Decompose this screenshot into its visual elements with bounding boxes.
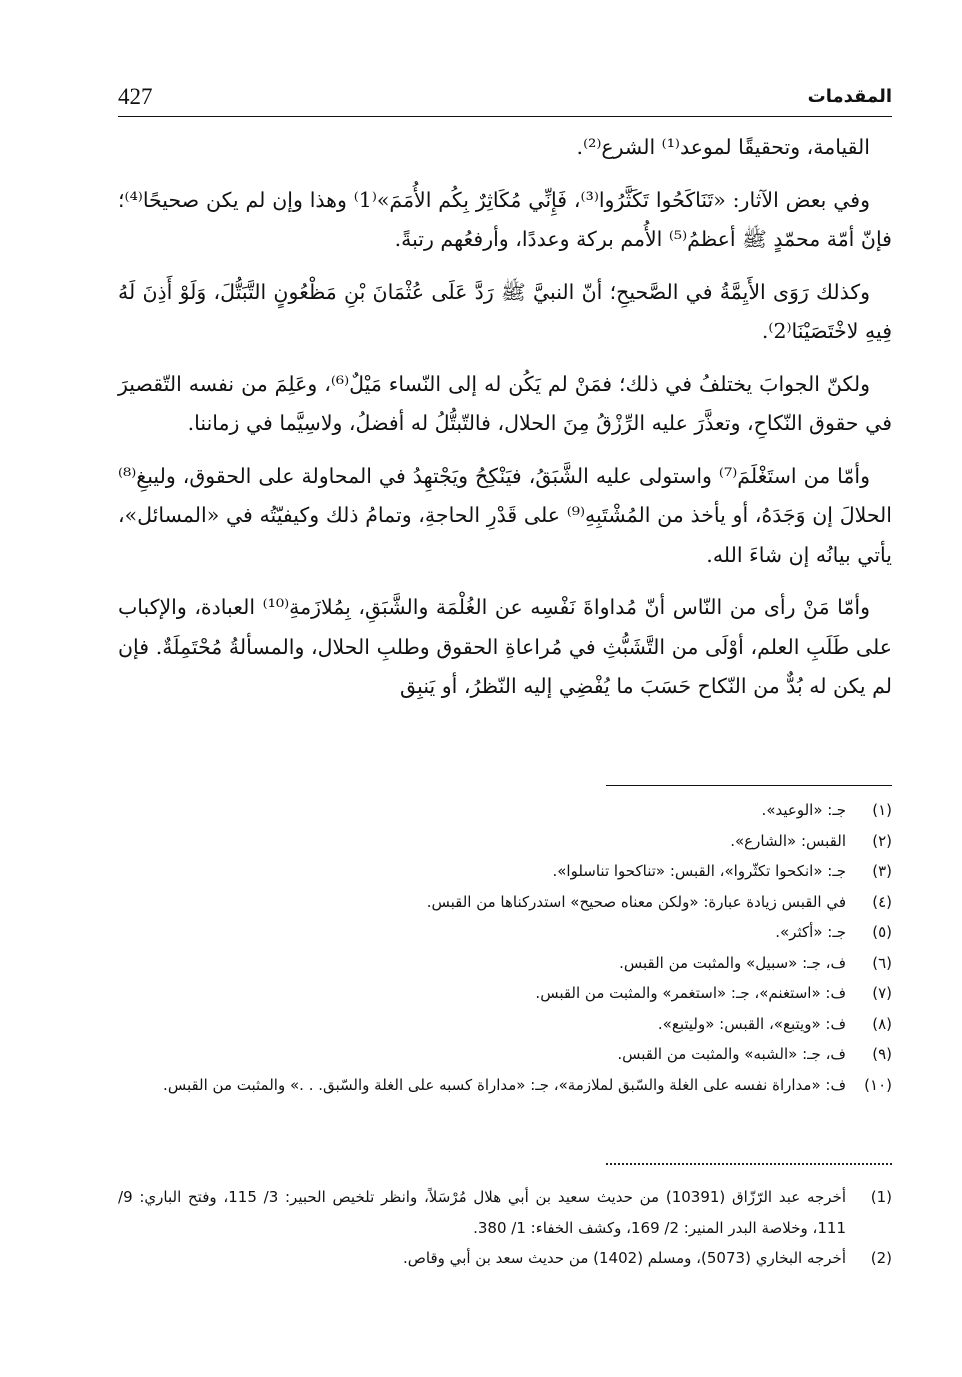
footnote-number: (٩) (872, 1045, 892, 1063)
footnote (118, 917, 892, 948)
main-text (118, 128, 892, 720)
footnote-number: (٢) (872, 831, 892, 850)
editor-note-number: (1) (870, 1188, 892, 1206)
editor-notes (118, 1182, 892, 1274)
footnote-text: ف: «ويتبع»، القبس: «وليتبع». (657, 1014, 846, 1033)
footnote (118, 948, 892, 979)
footnote-text: القبس: «الشارع». (730, 831, 846, 850)
footnote (118, 1070, 892, 1101)
editor-note (118, 1182, 892, 1243)
paragraph: وأمّا من استَغْلَمَ⁽⁷⁾ واستولى عليه الشَّبَقُ، فيَنْكِحُ ويَجْتهِدُ في المحاولة على الحقوق، وليبغِ⁽⁸⁾ الحلالَ إن وَجَدَهُ، أو يأخذ من المُشْتَبِهِ⁽⁹⁾ على قَدْرِ الحاجةِ، وتمامُ ذلك وكيفيّتُه في «المسائل»، يأتي بيانُه إن شاءَ الله. (118, 463, 893, 567)
footnote-number: (٥) (872, 923, 892, 941)
paragraph: وكذلك رَوَى الأَيِمَّةُ في الصَّحيحِ؛ أنّ النبيَّ ﷺ رَدَّ عَلَى عُثْمَانَ بْنِ مَظْعُونٍ التَّبَتُّلَ، وَلَوْ أَذِنَ لَهُ فِيهِ لاخْتَصَيْنَا⁽2⁾. (118, 279, 892, 343)
footnote-separator (606, 785, 892, 786)
footnote-number: (٧) (872, 984, 892, 1002)
footnote-number: (٨) (872, 1014, 892, 1033)
footnote-text: جـ: «انكحوا تكثّروا»، القبس: «تناكحوا تناسلوا». (552, 862, 846, 880)
page-number: 427 (118, 84, 153, 109)
footnote (118, 1009, 892, 1040)
footnote-text: جـ: «أكثر». (775, 923, 846, 941)
running-title: المقدمات (807, 86, 892, 107)
footnote-text: ف: «مداراة نفسه على الغلة والسّبق لملازمة»، جـ: «مداراة كسبه على الغلة والسّبق. . .» والمثبت من القبس. (163, 1075, 846, 1094)
paragraph: وأمّا مَنْ رأى من النّاس أنّ مُداواةَ نَفْسِه عن الغُلْمَة والشَّبَقِ، بِمُلازَمةِ⁽¹⁰⁾ العبادة، والإكباب على طَلَبِ العلم، أوْلَى من التَّشَبُّثِ في مُراعاةِ الحقوق وطلبِ الحلال، والمسألةُ مُحْتَمِلَةٌ. فإن لم يكن له بُدٌّ من النّكاح حَسَبَ ما يُفْضِي إليه النّظرُ، أو يَنبِق (118, 595, 892, 698)
footnote-number: (٦) (872, 953, 892, 972)
footnote (118, 1039, 892, 1070)
footnote (118, 978, 892, 1009)
editor-note-number: (2) (870, 1249, 892, 1267)
header-rule (118, 116, 892, 117)
footnote-number: (٣) (872, 862, 892, 880)
page-header (118, 82, 892, 116)
footnote-number: (١٠) (864, 1075, 892, 1094)
footnote (118, 795, 892, 826)
footnote-text: في القبس زيادة عبارة: «ولكن معناه صحيح» استدركناها من القبس. (426, 892, 846, 911)
footnote-text: ف، جـ: «سبيل» والمثبت من القبس. (619, 953, 846, 972)
footnote-number: (٤) (872, 892, 892, 911)
editor-note-text: أخرجه البخاري (5073)، ومسلم (1402) من حديث سعد بن أبي وقاص. (403, 1249, 846, 1267)
footnote-number: (١) (872, 801, 892, 819)
footnote-text: ف: «استغنم»، جـ: «استغمر» والمثبت من القبس. (535, 984, 846, 1002)
footnote (118, 887, 892, 918)
paragraph: ولكنّ الجوابَ يختلفُ في ذلك؛ فمَنْ لم يَكُن له إلى النّساء مَيْلٌ⁽⁶⁾، وعَلِمَ من نفسه التّقصيرَ في حقوق النّكاحِ، وتعذَّرَ عليه الرِّزْقُ مِنَ الحلال، فالتّبتُّلُ له أفضلُ، ولاسِيَّما في زماننا. (118, 371, 892, 435)
manuscript-footnotes (118, 795, 892, 1100)
footnote-text: ف، جـ: «الشبه» والمثبت من القبس. (617, 1045, 846, 1063)
footnote-text: جـ: «الوعيد». (761, 801, 846, 819)
editor-note (118, 1243, 892, 1274)
paragraph: وفي بعض الآثار: «تَنَاكَحُوا تَكَثَّرُوا⁽³⁾، فَإِنِّي مُكَاثِرٌ بِكُم الأُمَمَ»⁽1⁾ وهذا وإن لم يكن صحيحًا⁽⁴⁾؛ فإنّ أمّة محمّدٍ ﷺ أعظمُ⁽⁵⁾ الأُمم بركة وعددًا، وأرفعُهم رتبةً. (118, 187, 892, 251)
editor-note-text: أخرجه عبد الرّزّاق (10391) من حديث سعيد بن أبي هلال مُرْسَلاً، وانظر تلخيص الحبير: 3/ 115، وفتح الباري: 9/ 111، وخلاصة البدر المنير: 2/ 169، وكشف الخفاء: 1/ 380. (118, 1188, 846, 1237)
dotted-separator (606, 1163, 892, 1165)
footnote (118, 826, 892, 857)
paragraph: القيامة، وتحقيقًا لموعد⁽¹⁾ الشرع⁽²⁾. (576, 135, 870, 159)
footnote (118, 856, 892, 887)
